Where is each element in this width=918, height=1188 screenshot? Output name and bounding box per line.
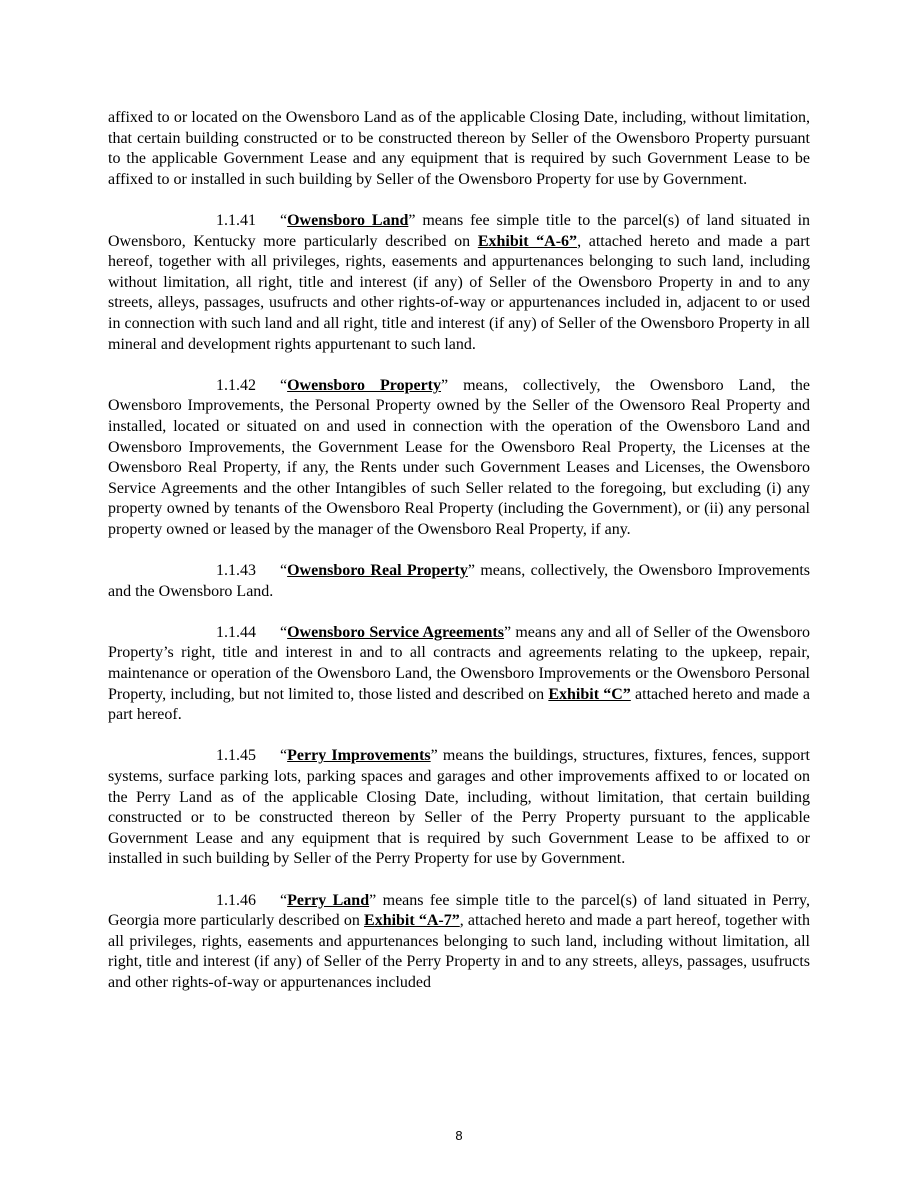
paragraph-1-1-43 [108, 561, 810, 602]
section-number: 1.1.45 [216, 747, 256, 765]
section-number: 1.1.42 [216, 376, 256, 394]
quote-open: “ [280, 562, 288, 580]
section-number: 1.1.43 [216, 562, 256, 580]
defined-term: Owensboro Service Agreements [287, 623, 504, 641]
paragraph-text: ” means fee simple title to the parcel(s) of land situated in Perry, Georgia more particularly described on [108, 891, 810, 930]
paragraph-1-1-41 [108, 211, 810, 355]
section-number: 1.1.44 [216, 623, 256, 641]
paragraph-text: affixed to or located on the Owensboro Land as of the applicable Closing Date, including, without limitation, that certain building constructed or to be constructed thereon by Seller of the Owensboro Property pursuant to the applicable Government Lease and any equipment that is required by such Government Lease to be affixed to or installed in such building by Seller of the Owensboro Property for use by Government. [108, 109, 810, 188]
quote-open: “ [280, 747, 288, 765]
paragraph-1-1-44 [108, 623, 810, 726]
paragraph-continuation [108, 108, 810, 190]
document-body [108, 108, 810, 1014]
defined-term: Owensboro Property [287, 376, 442, 394]
quote-open: “ [280, 891, 288, 909]
paragraph-text: , attached hereto and made a part hereof, together with all privileges, rights, easements and appurtenances belonging to such land, including without limitation, all right, title and interest (if any) of Seller of the Owensboro Property in and to any streets, alleys, passages, usufructs and other rights-of-way or appurtenances included in, adjacent to or used in connection with such land and all right, title and interest (if any) of Seller of the Owensboro Property in all mineral and development rights appurtenant to such land. [108, 232, 810, 353]
defined-term: Owensboro Real Property [287, 562, 468, 580]
paragraph-text: ” means any and all of Seller of the Owensboro Property’s right, title and interest in and to all contracts and agreements relating to the upkeep, repair, maintenance or operation of the Owensboro Land, the Owensboro Improvements or the Owensboro Personal Property, including, but not limited to, those listed and described on [108, 623, 810, 703]
paragraph-text: attached hereto and made a part hereof. [108, 685, 810, 724]
defined-term: Perry Land [287, 891, 370, 909]
paragraph-text: ” means fee simple title to the parcel(s) of land situated in Owensboro, Kentucky more particularly described on [108, 211, 811, 250]
paragraph-1-1-46 [108, 891, 810, 994]
paragraph-1-1-42 [108, 376, 810, 541]
exhibit-reference: Exhibit “A-7” [364, 912, 460, 930]
quote-open: “ [280, 376, 288, 394]
exhibit-reference: Exhibit “C” [548, 685, 631, 703]
defined-term: Perry Improvements [287, 747, 431, 765]
section-number: 1.1.46 [216, 891, 256, 909]
paragraph-text: , attached hereto and made a part hereof, together with all privileges, rights, easements and appurtenances belonging to such land, including without limitation, all right, title and interest (if any) of Seller of the Perry Property in and to any streets, alleys, passages, usufructs and other rights-of-way or appurtenances included [108, 912, 811, 991]
defined-term: Owensboro Land [287, 211, 409, 229]
paragraph-text: ” means the buildings, structures, fixtures, fences, support systems, surface parking lots, parking spaces and garages and other improvements affixed to or located on the Perry Land as of the applicable Closing Date, including, without limitation, that certain building constructed or to be constructed thereon by Seller of the Perry Property pursuant to the applicable Government Lease and any equipment that is required by such Government Lease to be affixed to or installed in such building by Seller of the Perry Property for use by Government. [108, 747, 811, 868]
quote-open: “ [280, 623, 288, 641]
paragraph-1-1-45 [108, 746, 810, 870]
paragraph-text: ” means, collectively, the Owensboro Improvements and the Owensboro Land. [108, 562, 810, 600]
quote-open: “ [280, 211, 288, 229]
page-number: 8 [455, 1128, 463, 1143]
section-number: 1.1.41 [216, 211, 256, 229]
paragraph-text: ” means, collectively, the Owensboro Land, the Owensboro Improvements, the Personal Property owned by the Seller of the Owensoro Real Property and installed, located or situated on and used in connection with the operation of the Owensboro Land and Owensboro Improvements, the Government Lease for the Owensboro Real Property, the Licenses at the Owensboro Real Property, if any, the Rents under such Government Leases and Licenses, the Owensboro Service Agreements and the other Intangibles of such Seller related to the foregoing, but excluding (i) any property owned by tenants of the Owensboro Real Property (including the Government), or (ii) any personal property owned or leased by the manager of the Owensboro Real Property, if any. [108, 376, 810, 538]
exhibit-reference: Exhibit “A-6” [477, 232, 578, 250]
